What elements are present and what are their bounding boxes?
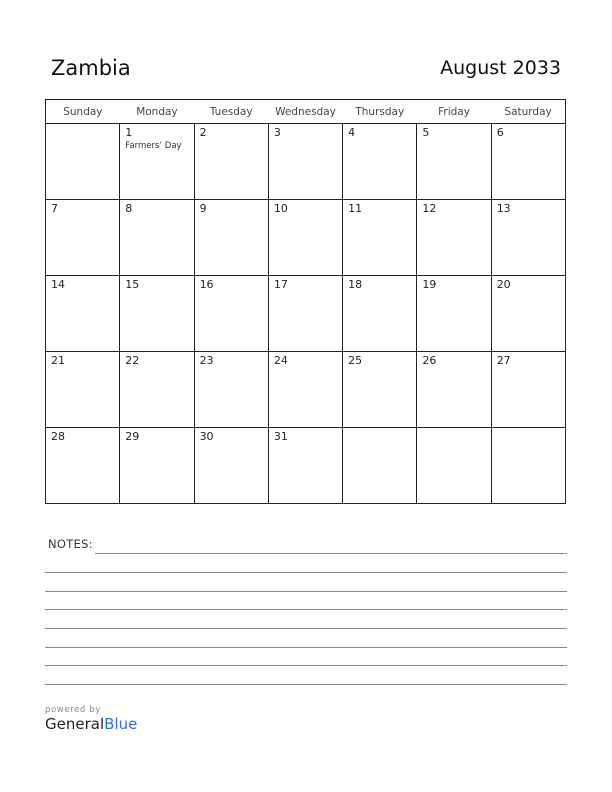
day-number: 18 <box>348 278 363 291</box>
day-cell <box>417 124 491 200</box>
day-cell <box>120 124 194 200</box>
day-cell <box>46 276 120 352</box>
day-number: 2 <box>199 126 207 139</box>
day-cell <box>46 352 120 428</box>
day-cell <box>194 276 268 352</box>
day-number: 5 <box>422 126 430 139</box>
day-number: 19 <box>422 278 437 291</box>
day-cell <box>46 124 120 200</box>
day-cell <box>343 428 417 504</box>
brand-general: General <box>45 715 105 733</box>
brand-blue: Blue <box>104 715 138 733</box>
day-cell <box>194 428 268 504</box>
notes-line <box>45 684 567 685</box>
day-cell <box>268 200 342 276</box>
day-cell <box>491 428 565 504</box>
weekday-header: Sunday <box>46 100 120 124</box>
notes-line <box>45 572 567 573</box>
day-number: 8 <box>125 202 133 215</box>
day-cell <box>491 124 565 200</box>
day-cell <box>417 352 491 428</box>
weekday-header: Monday <box>120 100 194 124</box>
day-number: 15 <box>125 278 140 291</box>
day-number: 12 <box>422 202 437 215</box>
day-cell <box>268 352 342 428</box>
day-number: 14 <box>51 278 65 291</box>
day-number: 16 <box>199 278 214 291</box>
day-number: 28 <box>51 430 65 443</box>
day-number: 6 <box>496 126 504 139</box>
weekday-header: Wednesday <box>268 100 342 124</box>
day-number: 10 <box>273 202 288 215</box>
notes-label: NOTES: <box>48 537 93 551</box>
day-cell <box>343 352 417 428</box>
day-cell <box>46 200 120 276</box>
notes-line <box>45 665 567 666</box>
day-cell <box>417 200 491 276</box>
day-number: 31 <box>273 430 288 443</box>
day-cell <box>491 276 565 352</box>
day-cell <box>194 200 268 276</box>
notes-line <box>45 647 567 648</box>
day-number: 29 <box>125 430 140 443</box>
day-number: 7 <box>51 202 58 215</box>
day-cell <box>417 428 491 504</box>
day-number: 24 <box>273 354 288 367</box>
brand-name <box>45 715 137 733</box>
weekday-header: Thursday <box>343 100 417 124</box>
day-cell <box>120 352 194 428</box>
week-row <box>46 352 566 428</box>
day-number: 3 <box>273 126 281 139</box>
day-cell <box>268 428 342 504</box>
notes-line <box>45 591 567 592</box>
day-number: 23 <box>199 354 214 367</box>
day-cell <box>491 200 565 276</box>
day-cell <box>120 428 194 504</box>
month-year-title: August 2033 <box>440 57 561 79</box>
day-number: 21 <box>51 354 65 367</box>
day-cell <box>120 200 194 276</box>
day-cell <box>343 200 417 276</box>
day-number: 27 <box>496 354 511 367</box>
weekday-header-row <box>46 100 566 124</box>
day-cell <box>194 352 268 428</box>
day-cell <box>343 276 417 352</box>
day-cell <box>343 124 417 200</box>
weekday-header: Saturday <box>491 100 565 124</box>
day-cell <box>194 124 268 200</box>
notes-line <box>95 553 567 554</box>
day-number: 17 <box>273 278 288 291</box>
day-number: 30 <box>199 430 214 443</box>
day-number: 11 <box>348 202 363 215</box>
country-title: Zambia <box>51 56 131 80</box>
day-cell <box>46 428 120 504</box>
day-cell <box>491 352 565 428</box>
day-number: 1 <box>125 126 133 139</box>
day-number: 9 <box>199 202 207 215</box>
day-cell <box>120 276 194 352</box>
day-cell <box>268 276 342 352</box>
weekday-header: Tuesday <box>194 100 268 124</box>
notes-line <box>45 628 567 629</box>
week-row <box>46 124 566 200</box>
day-cell <box>268 124 342 200</box>
week-row <box>46 276 566 352</box>
generalblue-logo <box>45 705 137 733</box>
notes-line <box>45 609 567 610</box>
powered-by-text: powered by <box>45 705 101 715</box>
week-row <box>46 428 566 504</box>
holiday-label: Farmers’ Day <box>125 141 182 151</box>
day-number: 25 <box>348 354 363 367</box>
weekday-header: Friday <box>417 100 491 124</box>
calendar-grid <box>45 99 566 504</box>
day-number: 22 <box>125 354 140 367</box>
day-number: 13 <box>496 202 511 215</box>
day-cell <box>417 276 491 352</box>
day-number: 4 <box>348 126 356 139</box>
week-row <box>46 200 566 276</box>
day-number: 26 <box>422 354 437 367</box>
day-number: 20 <box>496 278 511 291</box>
